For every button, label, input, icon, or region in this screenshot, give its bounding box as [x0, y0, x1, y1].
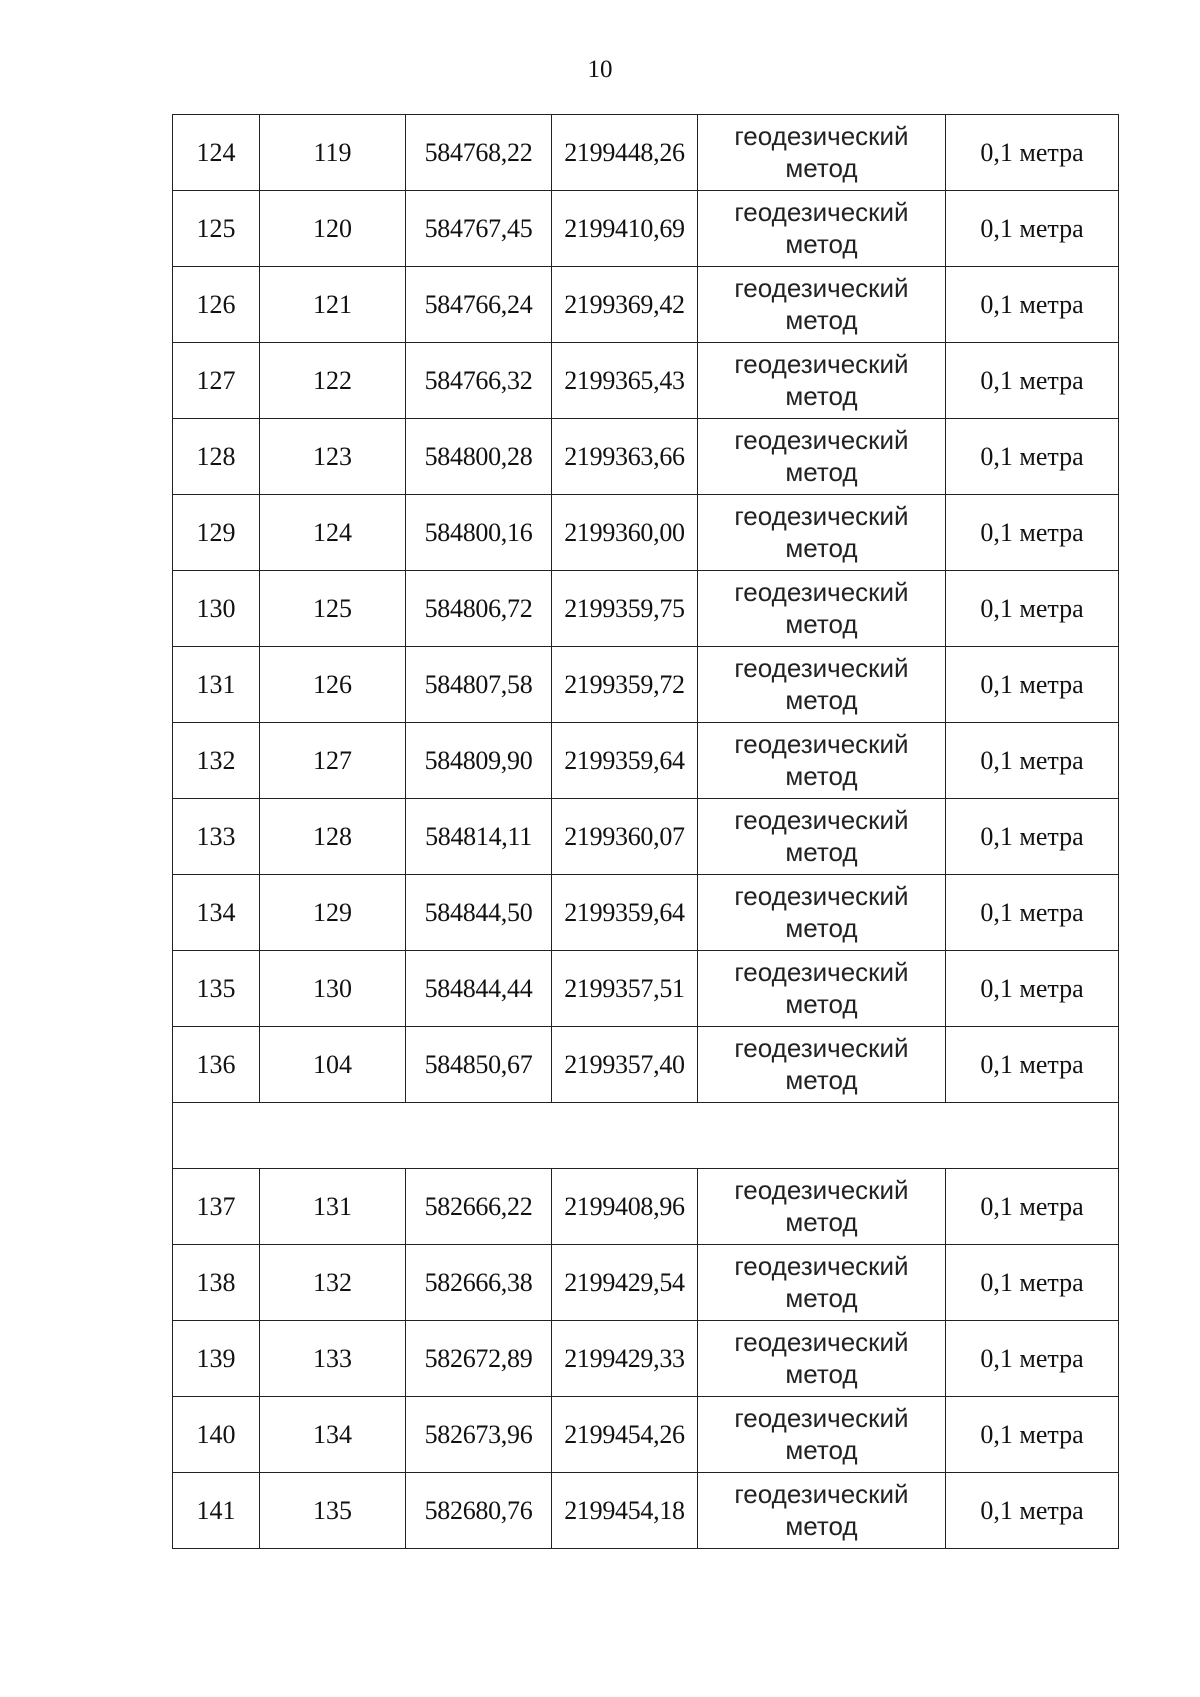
y-coordinate-cell: 2199454,26 — [552, 1397, 698, 1473]
table-row — [173, 419, 1119, 495]
method-cell — [698, 419, 946, 495]
point-number-cell: 123 — [260, 419, 406, 495]
method-text: метод — [785, 380, 858, 411]
point-number-cell: 128 — [260, 799, 406, 875]
row-number-cell: 136 — [173, 1027, 260, 1103]
method-text: метод — [785, 836, 858, 867]
method-text: метод — [785, 532, 858, 563]
x-coordinate-cell: 584767,45 — [406, 191, 552, 267]
method-text: метод — [785, 1510, 858, 1541]
table-row — [173, 1473, 1119, 1549]
accuracy-cell: 0,1 метра — [946, 875, 1119, 951]
method-cell — [698, 1027, 946, 1103]
separator-row — [173, 1103, 1119, 1169]
method-text: геодезический — [734, 1479, 909, 1510]
point-number-cell: 122 — [260, 343, 406, 419]
method-cell — [698, 115, 946, 191]
table-row — [173, 115, 1119, 191]
point-number-cell: 120 — [260, 191, 406, 267]
accuracy-cell: 0,1 метра — [946, 1027, 1119, 1103]
method-cell — [698, 1473, 946, 1549]
method-text: геодезический — [734, 1251, 909, 1282]
y-coordinate-cell: 2199369,42 — [552, 267, 698, 343]
x-coordinate-cell: 582672,89 — [406, 1321, 552, 1397]
accuracy-cell: 0,1 метра — [946, 1473, 1119, 1549]
table-row — [173, 723, 1119, 799]
x-coordinate-cell: 584800,16 — [406, 495, 552, 571]
y-coordinate-cell: 2199359,64 — [552, 723, 698, 799]
point-number-cell: 127 — [260, 723, 406, 799]
method-text: метод — [785, 228, 858, 259]
y-coordinate-cell: 2199429,33 — [552, 1321, 698, 1397]
method-text: метод — [785, 1206, 858, 1237]
page-number: 10 — [587, 56, 613, 83]
accuracy-cell: 0,1 метра — [946, 115, 1119, 191]
method-text: геодезический — [734, 197, 909, 228]
method-text: метод — [785, 1282, 858, 1313]
row-number-cell: 129 — [173, 495, 260, 571]
y-coordinate-cell: 2199359,75 — [552, 571, 698, 647]
accuracy-cell: 0,1 метра — [946, 1321, 1119, 1397]
method-text: геодезический — [734, 273, 909, 304]
method-text: геодезический — [734, 501, 909, 532]
table-row — [173, 191, 1119, 267]
point-number-cell: 135 — [260, 1473, 406, 1549]
point-number-cell: 129 — [260, 875, 406, 951]
row-number-cell: 131 — [173, 647, 260, 723]
point-number-cell: 125 — [260, 571, 406, 647]
method-cell — [698, 343, 946, 419]
method-text: метод — [785, 456, 858, 487]
y-coordinate-cell: 2199410,69 — [552, 191, 698, 267]
method-cell — [698, 1169, 946, 1245]
method-cell — [698, 723, 946, 799]
accuracy-cell: 0,1 метра — [946, 191, 1119, 267]
method-text: метод — [785, 1358, 858, 1389]
x-coordinate-cell: 584766,24 — [406, 267, 552, 343]
method-text: метод — [785, 152, 858, 183]
accuracy-cell: 0,1 метра — [946, 951, 1119, 1027]
method-cell — [698, 799, 946, 875]
table-row — [173, 1245, 1119, 1321]
point-number-cell: 132 — [260, 1245, 406, 1321]
method-text: геодезический — [734, 121, 909, 152]
accuracy-cell: 0,1 метра — [946, 267, 1119, 343]
method-cell — [698, 571, 946, 647]
x-coordinate-cell: 584850,67 — [406, 1027, 552, 1103]
y-coordinate-cell: 2199360,07 — [552, 799, 698, 875]
y-coordinate-cell: 2199365,43 — [552, 343, 698, 419]
row-number-cell: 137 — [173, 1169, 260, 1245]
point-number-cell: 130 — [260, 951, 406, 1027]
accuracy-cell: 0,1 метра — [946, 419, 1119, 495]
accuracy-cell: 0,1 метра — [946, 723, 1119, 799]
y-coordinate-cell: 2199360,00 — [552, 495, 698, 571]
table-row — [173, 1397, 1119, 1473]
row-number-cell: 125 — [173, 191, 260, 267]
point-number-cell: 124 — [260, 495, 406, 571]
row-number-cell: 135 — [173, 951, 260, 1027]
row-number-cell: 130 — [173, 571, 260, 647]
x-coordinate-cell: 584844,44 — [406, 951, 552, 1027]
method-text: геодезический — [734, 957, 909, 988]
row-number-cell: 126 — [173, 267, 260, 343]
method-text: геодезический — [734, 1175, 909, 1206]
method-cell — [698, 495, 946, 571]
x-coordinate-cell: 582666,22 — [406, 1169, 552, 1245]
method-cell — [698, 191, 946, 267]
method-text: метод — [785, 304, 858, 335]
method-text: метод — [785, 684, 858, 715]
y-coordinate-cell: 2199363,66 — [552, 419, 698, 495]
table-row — [173, 799, 1119, 875]
accuracy-cell: 0,1 метра — [946, 799, 1119, 875]
method-cell — [698, 1245, 946, 1321]
separator-cell — [173, 1103, 1119, 1169]
y-coordinate-cell: 2199454,18 — [552, 1473, 698, 1549]
y-coordinate-cell: 2199359,64 — [552, 875, 698, 951]
method-text: геодезический — [734, 1033, 909, 1064]
point-number-cell: 104 — [260, 1027, 406, 1103]
table-row — [173, 1027, 1119, 1103]
row-number-cell: 139 — [173, 1321, 260, 1397]
point-number-cell: 121 — [260, 267, 406, 343]
table-body — [173, 115, 1119, 1549]
accuracy-cell: 0,1 метра — [946, 1245, 1119, 1321]
point-number-cell: 133 — [260, 1321, 406, 1397]
y-coordinate-cell: 2199357,51 — [552, 951, 698, 1027]
method-cell — [698, 1397, 946, 1473]
method-cell — [698, 267, 946, 343]
row-number-cell: 138 — [173, 1245, 260, 1321]
method-text: геодезический — [734, 653, 909, 684]
method-text: метод — [785, 760, 858, 791]
row-number-cell: 128 — [173, 419, 260, 495]
table-row — [173, 495, 1119, 571]
x-coordinate-cell: 584809,90 — [406, 723, 552, 799]
accuracy-cell: 0,1 метра — [946, 1397, 1119, 1473]
table-row — [173, 647, 1119, 723]
x-coordinate-cell: 584800,28 — [406, 419, 552, 495]
point-number-cell: 119 — [260, 115, 406, 191]
method-text: метод — [785, 1434, 858, 1465]
x-coordinate-cell: 582666,38 — [406, 1245, 552, 1321]
accuracy-cell: 0,1 метра — [946, 495, 1119, 571]
method-text: метод — [785, 912, 858, 943]
y-coordinate-cell: 2199357,40 — [552, 1027, 698, 1103]
row-number-cell: 133 — [173, 799, 260, 875]
method-text: геодезический — [734, 1403, 909, 1434]
table-row — [173, 343, 1119, 419]
y-coordinate-cell: 2199359,72 — [552, 647, 698, 723]
table-row — [173, 875, 1119, 951]
point-number-cell: 131 — [260, 1169, 406, 1245]
table-row — [173, 1169, 1119, 1245]
row-number-cell: 124 — [173, 115, 260, 191]
row-number-cell: 127 — [173, 343, 260, 419]
x-coordinate-cell: 582673,96 — [406, 1397, 552, 1473]
table-row — [173, 951, 1119, 1027]
method-text: геодезический — [734, 425, 909, 456]
row-number-cell: 140 — [173, 1397, 260, 1473]
method-text: метод — [785, 608, 858, 639]
coordinates-table — [172, 114, 1119, 1549]
method-text: геодезический — [734, 729, 909, 760]
method-cell — [698, 1321, 946, 1397]
point-number-cell: 126 — [260, 647, 406, 723]
x-coordinate-cell: 584844,50 — [406, 875, 552, 951]
y-coordinate-cell: 2199429,54 — [552, 1245, 698, 1321]
point-number-cell: 134 — [260, 1397, 406, 1473]
x-coordinate-cell: 584807,58 — [406, 647, 552, 723]
table-row — [173, 267, 1119, 343]
accuracy-cell: 0,1 метра — [946, 647, 1119, 723]
method-text: геодезический — [734, 577, 909, 608]
y-coordinate-cell: 2199448,26 — [552, 115, 698, 191]
x-coordinate-cell: 584814,11 — [406, 799, 552, 875]
method-text: геодезический — [734, 805, 909, 836]
row-number-cell: 141 — [173, 1473, 260, 1549]
table-row — [173, 571, 1119, 647]
method-text: геодезический — [734, 881, 909, 912]
table-row — [173, 1321, 1119, 1397]
x-coordinate-cell: 582680,76 — [406, 1473, 552, 1549]
method-text: геодезический — [734, 1327, 909, 1358]
x-coordinate-cell: 584806,72 — [406, 571, 552, 647]
accuracy-cell: 0,1 метра — [946, 343, 1119, 419]
row-number-cell: 134 — [173, 875, 260, 951]
method-text: метод — [785, 988, 858, 1019]
accuracy-cell: 0,1 метра — [946, 571, 1119, 647]
method-text: метод — [785, 1064, 858, 1095]
x-coordinate-cell: 584768,22 — [406, 115, 552, 191]
method-cell — [698, 875, 946, 951]
y-coordinate-cell: 2199408,96 — [552, 1169, 698, 1245]
accuracy-cell: 0,1 метра — [946, 1169, 1119, 1245]
method-cell — [698, 647, 946, 723]
x-coordinate-cell: 584766,32 — [406, 343, 552, 419]
method-cell — [698, 951, 946, 1027]
row-number-cell: 132 — [173, 723, 260, 799]
method-text: геодезический — [734, 349, 909, 380]
